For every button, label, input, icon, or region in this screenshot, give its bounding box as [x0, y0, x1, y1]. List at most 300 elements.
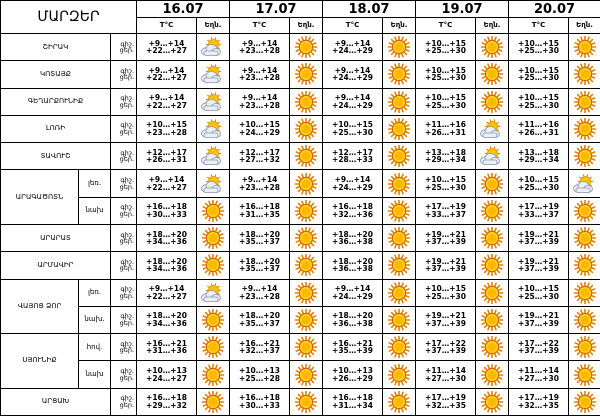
temperature-cell — [137, 306, 197, 333]
temperature-cell — [509, 88, 569, 115]
night-temperature: +9…+14 — [241, 65, 278, 75]
day-label: ցեր. — [119, 373, 135, 382]
night-temperature: +19…+21 — [425, 256, 466, 266]
night-label: գիշ. — [120, 230, 135, 239]
subregion-label: նախ — [79, 361, 111, 388]
weather-icon-cell — [290, 115, 323, 142]
temperature-cell — [509, 34, 569, 61]
temperature-cell — [509, 279, 569, 306]
sun-icon — [569, 227, 600, 249]
temperature-cell — [416, 170, 476, 197]
partly-cloudy-icon — [197, 92, 229, 112]
date-header: 18.07 — [323, 1, 416, 18]
sun-icon — [290, 91, 322, 113]
sun-icon — [197, 309, 229, 331]
partly-cloudy-icon — [197, 146, 229, 166]
region-row — [1, 388, 600, 415]
sun-icon — [197, 364, 229, 386]
date-header: 20.07 — [509, 1, 600, 18]
weather-icon-cell — [476, 197, 509, 224]
time-of-day-labels — [111, 197, 137, 224]
day-temperature: +37…+39 — [518, 237, 559, 247]
weather-icon-cell — [476, 306, 509, 333]
day-label: ցեր. — [119, 237, 135, 246]
day-temperature: +35…+37 — [239, 237, 280, 247]
sun-icon — [476, 36, 508, 58]
temperature-cell — [323, 143, 383, 170]
night-temperature: +11…+16 — [518, 120, 559, 130]
night-temperature: +16…+18 — [332, 202, 373, 212]
weather-icon-cell — [197, 170, 230, 197]
region-row — [1, 224, 600, 251]
region-row — [1, 143, 600, 170]
temperature-cell — [137, 224, 197, 251]
temperature-cell — [137, 361, 197, 388]
day-label: ցեր. — [119, 346, 135, 355]
temperature-cell — [137, 115, 197, 142]
weather-icon-cell — [197, 388, 230, 415]
temperature-cell — [416, 306, 476, 333]
day-temperature: +31…+34 — [332, 400, 373, 410]
weather-icon-cell — [569, 334, 600, 361]
temperature-cell — [416, 34, 476, 61]
night-temperature: +9…+14 — [334, 175, 371, 185]
temperature-cell — [137, 170, 197, 197]
day-temperature: +27…+30 — [518, 373, 559, 383]
sun-icon — [569, 364, 600, 386]
weather-icon-cell — [383, 115, 416, 142]
temp-column-header: T°C — [416, 18, 476, 34]
night-temperature: +10…+15 — [239, 120, 280, 130]
region-row — [1, 361, 600, 388]
weather-icon-cell — [383, 361, 416, 388]
weather-icon-cell — [569, 115, 600, 142]
weather-column-header: Եղն. — [197, 18, 230, 34]
temperature-cell — [416, 61, 476, 88]
time-of-day-labels — [111, 361, 137, 388]
temp-column-header: T°C — [323, 18, 383, 34]
weather-icon-cell — [476, 334, 509, 361]
day-temperature: +25…+30 — [518, 46, 559, 56]
day-label: ցեր. — [119, 264, 135, 273]
temperature-cell — [416, 252, 476, 279]
region-row — [1, 197, 600, 224]
region-row — [1, 115, 600, 142]
night-label: գիշ. — [120, 285, 135, 294]
weather-icon-cell — [197, 334, 230, 361]
weather-icon-cell — [197, 306, 230, 333]
night-temperature: +10…+15 — [518, 65, 559, 75]
weather-icon-cell — [569, 61, 600, 88]
night-label: գիշ. — [120, 176, 135, 185]
day-temperature: +26…+31 — [518, 127, 559, 137]
night-temperature: +9…+14 — [148, 65, 185, 75]
night-temperature: +13…+18 — [518, 147, 559, 157]
temperature-cell — [323, 115, 383, 142]
temperature-cell — [509, 61, 569, 88]
weather-icon-cell — [383, 61, 416, 88]
temperature-cell — [323, 361, 383, 388]
weather-icon-cell — [197, 115, 230, 142]
time-of-day-labels — [111, 388, 137, 415]
night-temperature: +10…+15 — [332, 120, 373, 130]
day-temperature: +25…+30 — [518, 100, 559, 110]
time-of-day-labels — [111, 61, 137, 88]
temperature-cell — [509, 334, 569, 361]
weather-icon-cell — [569, 88, 600, 115]
night-temperature: +18…+20 — [146, 311, 187, 321]
weather-icon-cell — [197, 197, 230, 224]
day-temperature: +25…+30 — [518, 291, 559, 301]
sun-icon — [569, 63, 600, 85]
day-temperature: +37…+39 — [425, 264, 466, 274]
day-temperature: +29…+34 — [518, 155, 559, 165]
night-temperature: +16…+18 — [332, 393, 373, 403]
time-of-day-labels — [111, 252, 137, 279]
day-temperature: +27…+30 — [425, 373, 466, 383]
sun-icon — [476, 336, 508, 358]
subregion-label: նախ. — [79, 306, 111, 333]
weather-icon-cell — [383, 170, 416, 197]
night-temperature: +10…+15 — [518, 284, 559, 294]
temperature-cell — [230, 252, 290, 279]
temperature-cell — [509, 361, 569, 388]
sun-icon — [383, 309, 415, 331]
weather-icon-cell — [476, 224, 509, 251]
sun-icon — [197, 336, 229, 358]
night-temperature: +10…+15 — [425, 65, 466, 75]
temperature-cell — [509, 388, 569, 415]
night-temperature: +17…+22 — [518, 338, 559, 348]
day-temperature: +24…+27 — [146, 373, 187, 383]
region-row — [1, 170, 600, 197]
day-temperature: +23…+28 — [239, 100, 280, 110]
day-temperature: +22…+27 — [146, 73, 187, 83]
weather-icon-cell — [197, 279, 230, 306]
weather-icon-cell — [290, 197, 323, 224]
night-temperature: +11…+16 — [425, 120, 466, 130]
region-name: ԱՐՄԱՎԻՐ — [1, 252, 111, 279]
night-temperature: +10…+15 — [425, 93, 466, 103]
weather-icon-cell — [290, 252, 323, 279]
day-temperature: +24…+29 — [332, 182, 373, 192]
temperature-cell — [323, 88, 383, 115]
night-temperature: +9…+14 — [148, 175, 185, 185]
day-temperature: +23…+28 — [146, 127, 187, 137]
temperature-cell — [416, 88, 476, 115]
sun-icon — [197, 254, 229, 276]
weather-icon-cell — [290, 361, 323, 388]
weather-icon-cell — [197, 143, 230, 170]
weather-column-header: Եղն. — [476, 18, 509, 34]
weather-icon-cell — [197, 34, 230, 61]
sun-icon — [476, 173, 508, 195]
night-temperature: +10…+15 — [425, 175, 466, 185]
day-temperature: +25…+30 — [425, 73, 466, 83]
date-header: 16.07 — [137, 1, 230, 18]
temperature-cell — [416, 279, 476, 306]
region-row — [1, 306, 600, 333]
weather-icon-cell — [383, 143, 416, 170]
sun-icon — [383, 200, 415, 222]
day-temperature: +26…+29 — [332, 373, 373, 383]
day-temperature: +22…+27 — [146, 182, 187, 192]
sun-icon — [383, 145, 415, 167]
sun-icon — [197, 391, 229, 413]
temperature-cell — [230, 388, 290, 415]
sun-icon — [197, 227, 229, 249]
night-temperature: +10…+15 — [425, 284, 466, 294]
sun-icon — [569, 336, 600, 358]
temperature-cell — [230, 115, 290, 142]
temperature-cell — [137, 334, 197, 361]
day-temperature: +27…+32 — [239, 155, 280, 165]
day-temperature: +35…+37 — [239, 264, 280, 274]
day-temperature: +25…+30 — [425, 182, 466, 192]
weather-icon-cell — [569, 143, 600, 170]
temperature-cell — [137, 34, 197, 61]
weather-icon-cell — [383, 224, 416, 251]
day-temperature: +36…+38 — [332, 264, 373, 274]
night-temperature: +18…+20 — [146, 256, 187, 266]
region-name: ԱՐԱԳԱԾՈՏՆ — [1, 170, 79, 225]
day-temperature: +22…+27 — [146, 291, 187, 301]
night-temperature: +10…+15 — [425, 38, 466, 48]
night-temperature: +13…+18 — [425, 147, 466, 157]
partly-cloudy-icon — [476, 146, 508, 166]
weather-icon-cell — [383, 306, 416, 333]
night-temperature: +17…+22 — [425, 338, 466, 348]
temperature-cell — [509, 170, 569, 197]
temp-column-header: T°C — [137, 18, 197, 34]
region-row — [1, 34, 600, 61]
night-temperature: +9…+14 — [241, 93, 278, 103]
subregion-label: լեռ. — [79, 279, 111, 306]
sun-icon — [383, 282, 415, 304]
sun-icon — [383, 254, 415, 276]
sun-icon — [476, 364, 508, 386]
region-row — [1, 334, 600, 361]
night-temperature: +9…+14 — [241, 175, 278, 185]
night-temperature: +9…+14 — [148, 93, 185, 103]
day-label: ցեր. — [119, 182, 135, 191]
temperature-cell — [137, 143, 197, 170]
weather-icon-cell — [569, 34, 600, 61]
sun-icon — [569, 254, 600, 276]
weather-icon-cell — [197, 252, 230, 279]
sun-icon — [476, 282, 508, 304]
day-temperature: +37…+39 — [425, 237, 466, 247]
weather-icon-cell — [383, 34, 416, 61]
sun-icon — [569, 36, 600, 58]
night-label: գիշ. — [120, 39, 135, 48]
weather-icon-cell — [476, 34, 509, 61]
date-header-row — [1, 1, 600, 18]
day-temperature: +24…+29 — [239, 127, 280, 137]
day-temperature: +25…+28 — [239, 373, 280, 383]
sun-icon — [476, 63, 508, 85]
temperature-cell — [323, 252, 383, 279]
time-of-day-labels — [111, 115, 137, 142]
regions-header: ՄԱՐԶԵՐ — [1, 1, 137, 34]
night-temperature: +10…+15 — [146, 120, 187, 130]
time-of-day-labels — [111, 34, 137, 61]
day-temperature: +32…+37 — [239, 346, 280, 356]
day-temperature: +30…+33 — [146, 209, 187, 219]
temperature-cell — [230, 197, 290, 224]
night-temperature: +9…+14 — [148, 284, 185, 294]
sun-icon — [290, 173, 322, 195]
night-temperature: +9…+14 — [148, 38, 185, 48]
weather-icon-cell — [569, 361, 600, 388]
weather-icon-cell — [197, 361, 230, 388]
day-temperature: +23…+28 — [239, 46, 280, 56]
night-temperature: +16…+21 — [239, 338, 280, 348]
partly-cloudy-icon — [197, 64, 229, 84]
temperature-cell — [416, 388, 476, 415]
sun-icon — [290, 118, 322, 140]
night-temperature: +17…+19 — [518, 202, 559, 212]
sun-icon — [383, 63, 415, 85]
day-temperature: +24…+29 — [332, 291, 373, 301]
time-of-day-labels — [111, 88, 137, 115]
night-temperature: +18…+20 — [332, 256, 373, 266]
weather-icon-cell — [290, 34, 323, 61]
region-name: ՍՅՈՒՆԻՔ — [1, 334, 79, 389]
weather-icon-cell — [383, 279, 416, 306]
sun-icon — [569, 282, 600, 304]
time-of-day-labels — [111, 306, 137, 333]
temperature-cell — [323, 334, 383, 361]
night-temperature: +17…+19 — [425, 393, 466, 403]
region-name: ԼՈՌԻ — [1, 115, 111, 142]
temp-column-header: T°C — [509, 18, 569, 34]
temperature-cell — [509, 197, 569, 224]
weather-icon-cell — [290, 388, 323, 415]
night-temperature: +18…+20 — [332, 311, 373, 321]
temperature-cell — [509, 143, 569, 170]
sun-icon — [290, 227, 322, 249]
sun-icon — [197, 200, 229, 222]
temperature-cell — [323, 197, 383, 224]
night-temperature: +19…+21 — [518, 229, 559, 239]
temperature-cell — [230, 361, 290, 388]
time-of-day-labels — [111, 143, 137, 170]
weather-icon-cell — [569, 252, 600, 279]
day-temperature: +36…+38 — [332, 237, 373, 247]
temperature-cell — [230, 334, 290, 361]
subregion-label: հով. — [79, 334, 111, 361]
sun-icon — [290, 254, 322, 276]
day-temperature: +37…+39 — [425, 346, 466, 356]
sun-icon — [290, 200, 322, 222]
night-temperature: +12…+17 — [239, 147, 280, 157]
sun-icon — [569, 145, 600, 167]
day-temperature: +33…+37 — [425, 209, 466, 219]
night-temperature: +19…+21 — [518, 311, 559, 321]
weather-icon-cell — [476, 115, 509, 142]
weather-icon-cell — [290, 88, 323, 115]
time-of-day-labels — [111, 334, 137, 361]
day-temperature: +25…+30 — [425, 291, 466, 301]
night-temperature: +10…+13 — [332, 366, 373, 376]
weather-icon-cell — [290, 279, 323, 306]
region-name: ԱՐԱՐԱՏ — [1, 224, 111, 251]
day-temperature: +26…+31 — [146, 155, 187, 165]
weather-icon-cell — [383, 88, 416, 115]
day-temperature: +26…+31 — [425, 127, 466, 137]
temperature-cell — [323, 224, 383, 251]
day-temperature: +35…+37 — [239, 318, 280, 328]
temperature-cell — [230, 61, 290, 88]
weather-icon-cell — [569, 197, 600, 224]
region-name: ՎԱՅՈՑ ՁՈՐ — [1, 279, 79, 334]
temperature-cell — [509, 252, 569, 279]
day-temperature: +25…+30 — [425, 46, 466, 56]
temperature-cell — [416, 334, 476, 361]
night-temperature: +16…+18 — [239, 202, 280, 212]
weather-icon-cell — [569, 224, 600, 251]
day-temperature: +32…+35 — [518, 400, 559, 410]
day-temperature: +31…+36 — [146, 346, 187, 356]
temperature-cell — [323, 306, 383, 333]
night-temperature: +18…+20 — [146, 229, 187, 239]
sun-icon — [569, 391, 600, 413]
temperature-cell — [137, 252, 197, 279]
night-label: գիշ. — [120, 94, 135, 103]
weather-icon-cell — [476, 170, 509, 197]
sun-icon — [290, 336, 322, 358]
day-temperature: +34…+36 — [146, 237, 187, 247]
weather-icon-cell — [476, 361, 509, 388]
temperature-cell — [137, 197, 197, 224]
temperature-cell — [230, 34, 290, 61]
sun-icon — [290, 282, 322, 304]
sun-icon — [383, 118, 415, 140]
day-temperature: +25…+30 — [425, 100, 466, 110]
night-temperature: +16…+18 — [146, 202, 187, 212]
night-temperature: +9…+14 — [334, 93, 371, 103]
region-name: ԿՈՏԱՅՔ — [1, 61, 111, 88]
sun-icon — [290, 364, 322, 386]
weather-icon-cell — [290, 224, 323, 251]
day-temperature: +29…+34 — [425, 155, 466, 165]
night-label: գիշ. — [120, 66, 135, 75]
partly-cloudy-icon — [476, 119, 508, 139]
day-temperature: +37…+39 — [518, 318, 559, 328]
temperature-cell — [416, 361, 476, 388]
temperature-cell — [416, 115, 476, 142]
sun-icon — [383, 364, 415, 386]
forecast-body — [1, 34, 600, 416]
temperature-cell — [137, 61, 197, 88]
day-temperature: +35…+39 — [332, 346, 373, 356]
region-row — [1, 88, 600, 115]
sun-icon — [569, 118, 600, 140]
temperature-cell — [137, 88, 197, 115]
night-label: գիշ. — [120, 203, 135, 212]
time-of-day-labels — [111, 224, 137, 251]
weather-icon-cell — [569, 306, 600, 333]
temperature-cell — [137, 279, 197, 306]
temperature-cell — [509, 306, 569, 333]
partly-cloudy-icon — [569, 174, 600, 194]
weather-column-header: Եղն. — [383, 18, 416, 34]
date-header: 17.07 — [230, 1, 323, 18]
night-temperature: +18…+20 — [239, 311, 280, 321]
temperature-cell — [416, 224, 476, 251]
day-temperature: +28…+33 — [332, 155, 373, 165]
